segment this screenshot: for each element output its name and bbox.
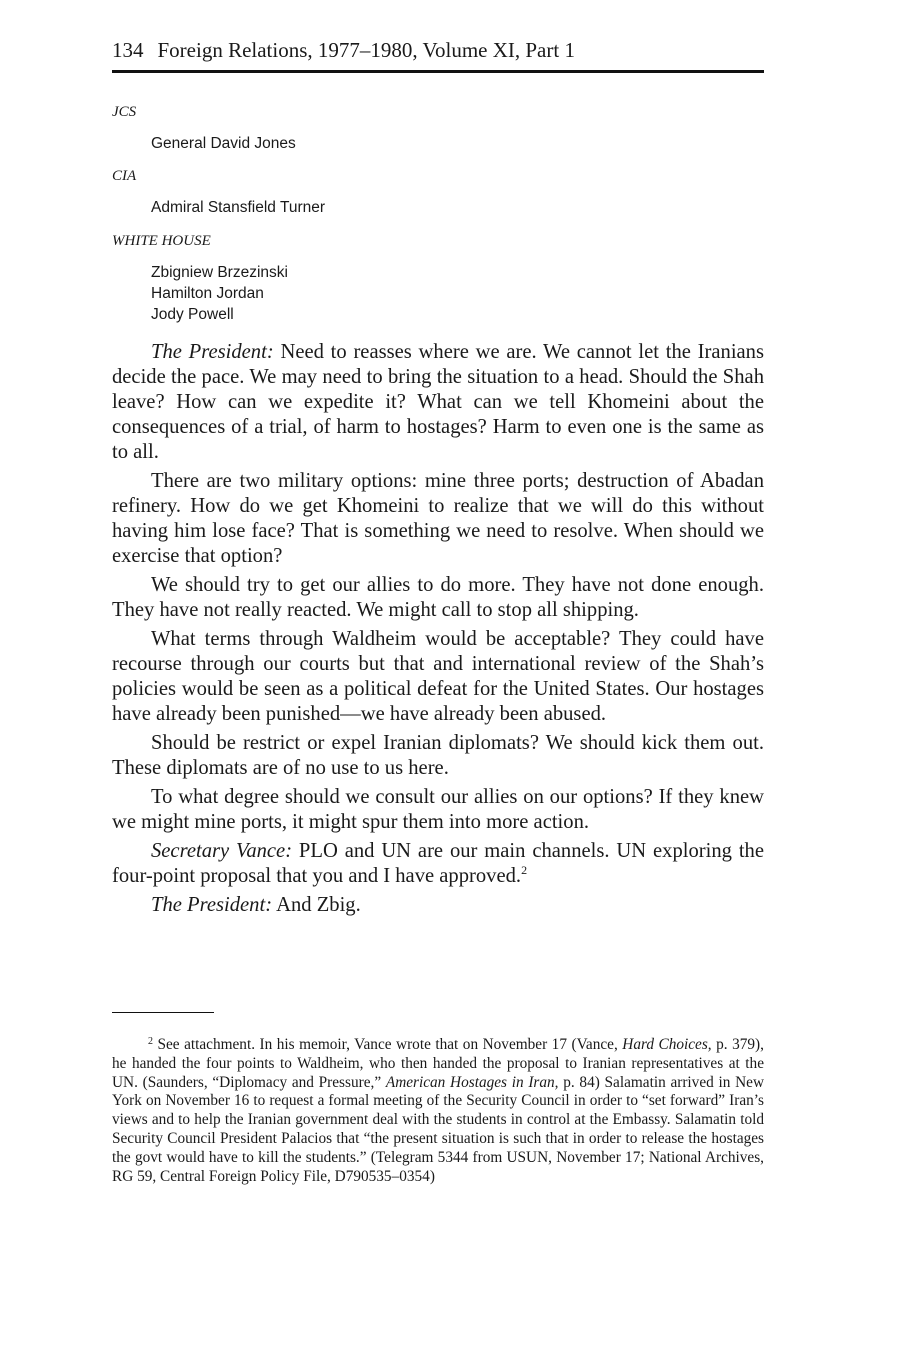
page-number: 134 <box>112 38 144 62</box>
paragraph: The President: And Zbig. <box>151 894 361 916</box>
paragraph: What terms through Waldheim would be acceptable? They could have recourse through our courts but that and international review of the Shah’s policies would be seen as a political defeat for the United States. Our hostages have already been punished—we have already been abused. <box>112 628 764 725</box>
body-text <box>112 340 764 922</box>
paragraph: There are two military options: mine three ports; destruction of Abadan refinery. How do we get Khomeini to realize that we will do this without having him lose face? That is something we need to resolve. When should we exercise that option? <box>112 470 764 567</box>
paragraph: Secretary Vance: PLO and UN are our main channels. UN exploring the four-point proposal that you and I have approved.$^2$ <box>112 840 764 887</box>
footnote-ref[interactable]: 2 <box>521 863 528 877</box>
attendee: Jody Powell <box>151 306 234 323</box>
section-label-jcs: JCS <box>112 104 137 120</box>
footnote-number: 2 <box>148 1036 153 1047</box>
paragraph: The President: Need to reasses where we are. We cannot let the Iranians decide the pace. We may need to bring the situation to a head. Should the Shah leave? How can we expedite it? What can we tell Khomeini about the consequences of a trial, of harm to hostages? Harm to even one is the same as to all. <box>112 341 764 463</box>
attendee: General David Jones <box>151 135 296 152</box>
footnote-divider <box>112 1012 214 1013</box>
attendee: Zbigniew Brzezinski <box>151 264 288 281</box>
section-label-cia: CIA <box>112 168 137 184</box>
paragraph: Should be restrict or expel Iranian diplomats? We should kick them out. These diplomats are of no use to us here. <box>112 732 764 779</box>
paragraph: We should try to get our allies to do more. They have not done enough. They have not really reacted. We might call to stop all shipping. <box>112 574 764 621</box>
speaker: The President: <box>151 894 273 916</box>
attendee: Admiral Stansfield Turner <box>151 199 326 216</box>
attendee: Hamilton Jordan <box>151 285 264 302</box>
speaker: Secretary Vance: <box>151 840 293 862</box>
footnote: $^2$ See attachment. In his memoir, Vance wrote that on November 17 (Vance, Hard Choices, p. 379), he handed the four points to Waldheim, who then handed the proposal to Iranian representatives at the UN. (Saunders, “Diplomacy and Pressure,” American Hostages in Iran, p. 84) Salamatin arrived in New York on November 16 to request a formal meeting of the Security Council in order to “set forward” Iran’s views and to help the Iranian government deal with the students in control at the Embassy. Salamatin told Security Council President Palacios that “the present situation is such that in order to release the hostages the govt would have to kill the students.” (Telegram 5344 from USUN, November 17; National Archives, RG 59, Central Foreign Policy File, D790535–0354) <box>112 1036 764 1185</box>
speaker: The President: <box>151 341 274 363</box>
running-header <box>112 36 764 73</box>
paragraph: To what degree should we consult our allies on our options? If they knew we might mine ports, it might spur them into more action. <box>112 786 764 833</box>
running-title: Foreign Relations, 1977–1980, Volume XI, Part 1 <box>157 38 575 62</box>
section-label-white-house: WHITE HOUSE <box>112 233 211 249</box>
